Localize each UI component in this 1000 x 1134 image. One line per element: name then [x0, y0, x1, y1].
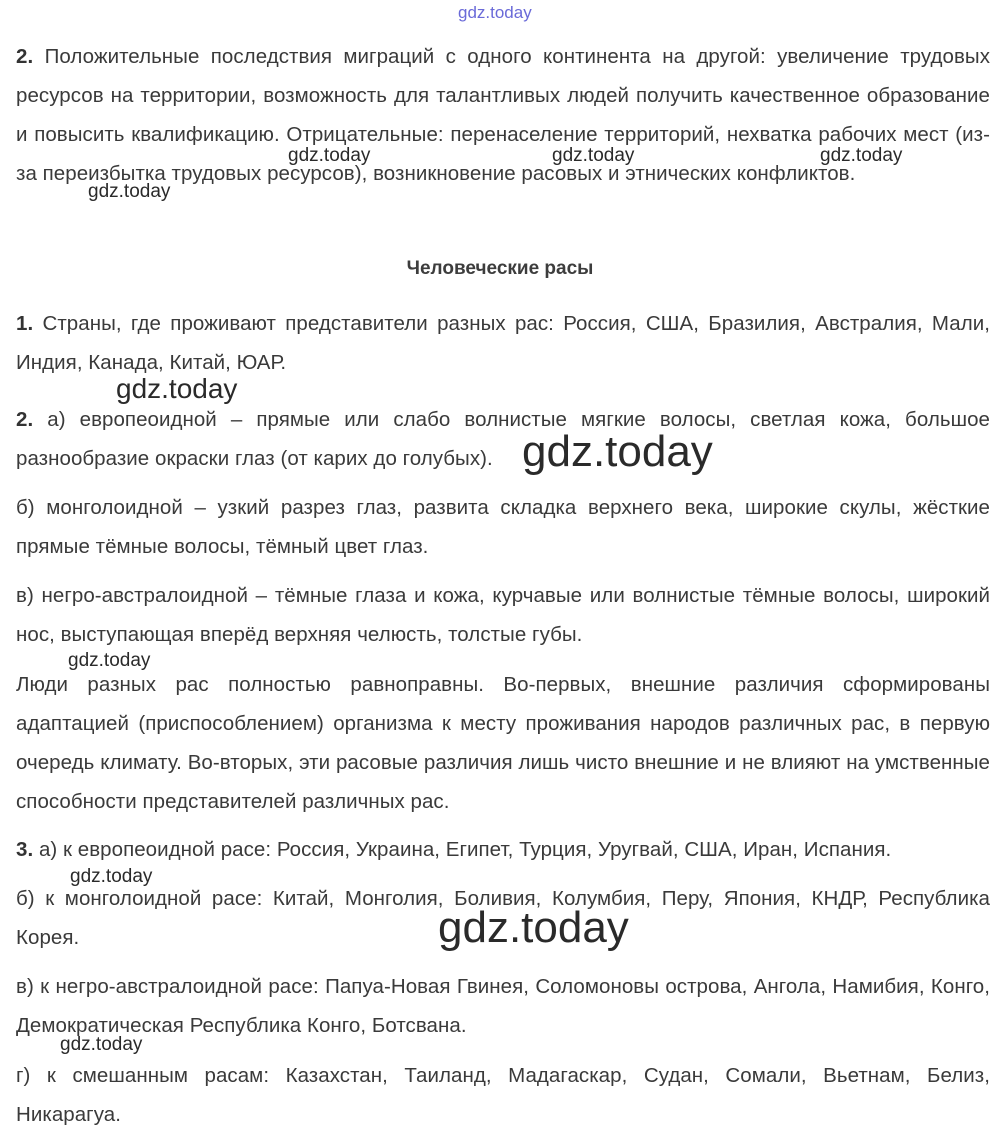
watermark: gdz.today [288, 145, 371, 166]
watermark-large: gdz.today [438, 903, 629, 952]
answer-1 [16, 304, 990, 382]
watermark-large: gdz.today [522, 427, 713, 476]
answer-3c: в) к негро-австралоидной расе: Папуа-Новая Гвинея, Соломоновы острова, Ангола, Намибия, Конго, Демократическая Республика Конго, Ботсвана. [16, 975, 990, 1037]
watermark: gdz.today [68, 650, 151, 671]
watermark: gdz.today [116, 373, 238, 404]
answer-3b: б) к монголоидной расе: Китай, Монголия, Боливия, Колумбия, Перу, Япония, КНДР, Республика Корея. [16, 887, 990, 949]
watermark: gdz.today [70, 866, 153, 887]
answer-text: а) европеоидной – прямые или слабо волнистые мягкие волосы, светлая кожа, большое разнообразие окраски глаз (от карих до голубых). [16, 408, 990, 470]
item-number: 2. [16, 408, 34, 431]
answer-2c: в) негро-австралоидной – тёмные глаза и кожа, курчавые или волнистые тёмные волосы, широкий нос, выступающая вперёд верхняя челюсть, толстые губы. [16, 584, 990, 646]
answer-text: а) к европеоидной расе: Россия, Украина, Египет, Турция, Уругвай, США, Иран, Испания. [38, 838, 892, 861]
watermark: gdz.today [60, 1034, 143, 1055]
watermark: gdz.today [820, 145, 903, 166]
answer-3d: г) к смешанным расам: Казахстан, Таиланд, Мадагаскар, Судан, Сомали, Вьетнам, Белиз, Никарагуа. [16, 1064, 990, 1126]
paragraph-migration-consequences [16, 37, 990, 193]
item-number: 1. [16, 312, 34, 335]
watermark: gdz.today [88, 181, 171, 202]
paragraph-text: Положительные последствия миграций с одного континента на другой: увеличение трудовых ресурсов на территории, возможность для талантливых людей получить качественное образование и повысить квалификацию. Отрицательные: перенаселение территорий, нехватка рабочих мест (из-за переизбытка трудовых ресурсов), возникновение расовых и этнических конфликтов. [16, 45, 991, 185]
item-number: 2. [16, 45, 34, 68]
item-number: 3. [16, 838, 34, 861]
answer-text: Страны, где проживают представители разных рас: Россия, США, Бразилия, Австралия, Мали, Индия, Канада, Китай, ЮАР. [16, 312, 990, 374]
answer-3a [16, 830, 990, 869]
section-heading: Человеческие расы [406, 258, 594, 279]
answer-2b: б) монголоидной – узкий разрез глаз, развита складка верхнего века, широкие скулы, жёсткие прямые тёмные волосы, тёмный цвет глаз. [16, 496, 990, 558]
answer-2a [16, 400, 990, 478]
watermark: gdz.today [552, 145, 635, 166]
watermark-top: gdz.today [458, 3, 532, 22]
answer-2-note: Люди разных рас полностью равноправны. Во-первых, внешние различия сформированы адаптацией (приспособлением) организма к месту проживания народов различных рас, в первую очередь климату. Во-вторых, эти расовые различия лишь чисто внешние и не влияют на умственные способности представителей различных рас. [16, 673, 990, 813]
